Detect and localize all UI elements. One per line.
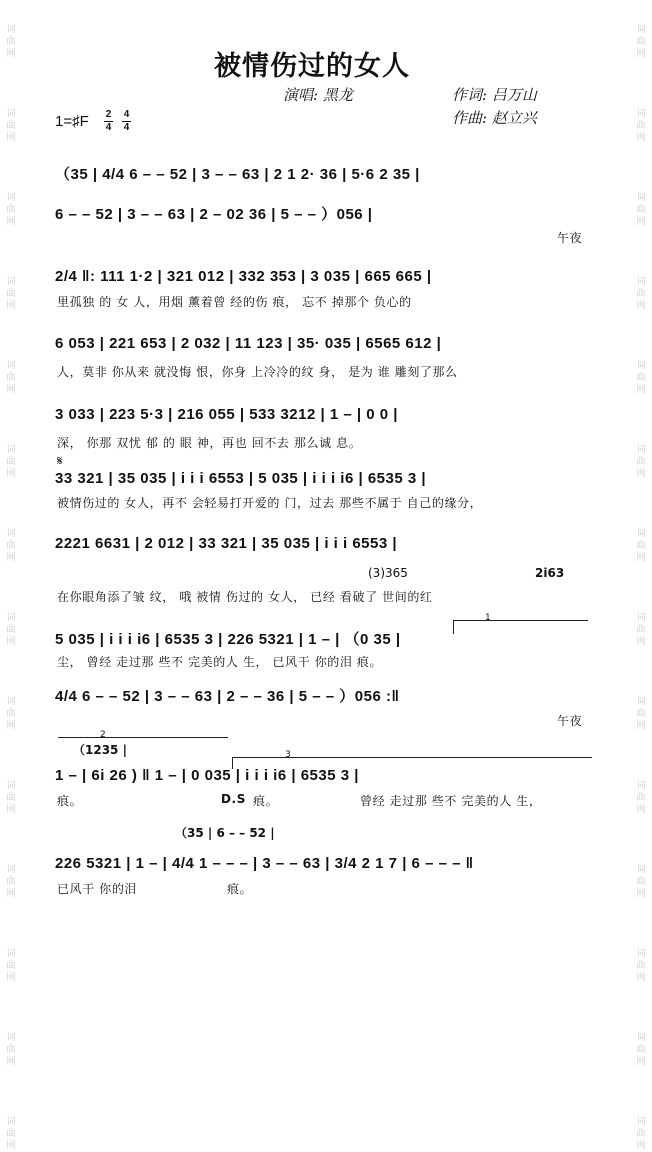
watermark-text: 词 曲 网 bbox=[6, 529, 16, 563]
watermark-text: 词 曲 网 bbox=[6, 865, 16, 899]
watermark-text: 词 曲 网 bbox=[636, 1033, 646, 1067]
lyric-line-10-c: 曾经 走过那 些不 完美的人 生， bbox=[360, 794, 542, 808]
lyric-line-11-a: 已风干 你的泪 bbox=[57, 882, 138, 896]
watermark-text: 词 曲 网 bbox=[6, 193, 16, 227]
notation-line-10: 1 – | 6i 26 ) ‖ 1 – | 0 035 | i i i i6 | 6535 3 | bbox=[55, 767, 359, 784]
watermark-text: 词 曲 网 bbox=[636, 529, 646, 563]
ending-three-label: 3 bbox=[285, 750, 291, 760]
time-signature-b bbox=[122, 110, 131, 133]
singer-credit: 演唱: 黑龙 bbox=[283, 86, 353, 104]
watermark-text: 词 曲 网 bbox=[636, 949, 646, 983]
upper-intro-notes: （1235 | bbox=[73, 743, 127, 757]
watermark-text: 词 曲 网 bbox=[636, 445, 646, 479]
watermark-text: 词 曲 网 bbox=[6, 949, 16, 983]
watermark-text: 词 曲 网 bbox=[6, 277, 16, 311]
lyric-line-10-a: 痕。 bbox=[57, 794, 83, 808]
time-sig-b-bottom: 4 bbox=[123, 122, 130, 133]
time-signature-a bbox=[104, 110, 113, 133]
watermark-text: 词 曲 网 bbox=[636, 613, 646, 647]
third-ending-notes-b: 2i63 bbox=[535, 566, 565, 580]
watermark-text: 词 曲 网 bbox=[6, 613, 16, 647]
notation-line-11: 226 5321 | 1 – | 4/4 1 – – – | 3 – – 63 | 3/4 2 1 7 | 6 – – – ‖ bbox=[55, 855, 474, 872]
notation-line-2: 6 – – 52 | 3 – – 63 | 2 – 02 36 | 5 – – ）056 | bbox=[55, 206, 373, 223]
lyric-line-10-b: 痕。 bbox=[253, 794, 279, 808]
notation-line-4: 6 053 | 221 653 | 2 032 | 11 123 | 35· 035 | 6565 612 | bbox=[55, 335, 442, 352]
watermark-text: 词 曲 网 bbox=[636, 865, 646, 899]
song-title: 被情伤过的女人 bbox=[214, 51, 410, 82]
lyric-ds-marker: D.S bbox=[221, 792, 246, 806]
watermark-text: 词 曲 网 bbox=[6, 25, 16, 59]
notation-line-7: 2221 6631 | 2 012 | 33 321 | 35 035 | i i i 6553 | bbox=[55, 535, 398, 552]
watermark-text: 词 曲 网 bbox=[636, 697, 646, 731]
notation-line-9: 4/4 6 – – 52 | 3 – – 63 | 2 – – 36 | 5 – – ）056 :‖ bbox=[55, 688, 400, 705]
coda-intro-notes: （35 | 6 – – 52 | bbox=[175, 826, 275, 840]
ending-two-bracket bbox=[58, 737, 228, 738]
time-sig-a-top: 2 bbox=[105, 109, 112, 120]
watermark-text: 词 曲 网 bbox=[6, 361, 16, 395]
lyric-line-7: 在你眼角添了皱 纹， 哦 被情 伤过的 女人， 已经 看破了 世间的红 bbox=[57, 590, 433, 604]
composer-credit: 作曲: 赵立兴 bbox=[452, 109, 537, 127]
watermark-text: 词 曲 网 bbox=[636, 193, 646, 227]
ending-one-bracket-left bbox=[453, 620, 454, 634]
time-sig-a-bottom: 4 bbox=[105, 122, 112, 133]
lyric-wuye-2: 午夜 bbox=[557, 714, 583, 728]
watermark-text: 词 曲 网 bbox=[6, 1033, 16, 1067]
notation-line-6: 33 321 | 35 035 | i i i 6553 | 5 035 | i i i i6 | 6535 3 | bbox=[55, 470, 427, 487]
lyric-wuye-1: 午夜 bbox=[557, 231, 583, 245]
watermark-text: 词 曲 网 bbox=[6, 109, 16, 143]
ending-two-label: 2 bbox=[100, 730, 106, 740]
lyric-line-3: 里孤独 的 女 人，用烟 薰着曾 经的伤 痕， 忘不 掉那个 负心的 bbox=[57, 295, 412, 309]
notation-line-8: 5 035 | i i i i6 | 6535 3 | 226 5321 | 1 – | （0 35 | bbox=[55, 631, 401, 648]
notation-line-5: 3 033 | 223 5·3 | 216 055 | 533 3212 | 1 – | 0 0 | bbox=[55, 406, 398, 423]
ending-one-label: 1 bbox=[485, 613, 491, 623]
lyric-line-5: 深， 你那 双忧 郁 的 眼 神，再也 回不去 那么诚 息。 bbox=[57, 436, 362, 450]
notation-line-3: 2/4 ‖: 111 1·2 | 321 012 | 332 353 | 3 035 | 665 665 | bbox=[55, 268, 432, 285]
watermark-text: 词 曲 网 bbox=[636, 1117, 646, 1151]
key-signature: 1=♯F bbox=[55, 113, 89, 130]
watermark-text: 词 曲 网 bbox=[636, 277, 646, 311]
segno-sign: 𝄋 bbox=[57, 454, 63, 469]
lyric-line-4: 人，莫非 你从来 就没悔 恨，你身 上冷冷的纹 身， 是为 谁 雕刻了那么 bbox=[57, 365, 458, 379]
watermark-text: 词 曲 网 bbox=[6, 445, 16, 479]
lyric-line-11-b: 痕。 bbox=[227, 882, 253, 896]
lyric-line-8: 尘， 曾经 走过那 些不 完美的人 生， 已风干 你的泪 痕。 bbox=[57, 655, 383, 669]
watermark-text: 词 曲 网 bbox=[636, 109, 646, 143]
notation-line-1: （35 | 4/4 6 – – 52 | 3 – – 63 | 2 1 2· 36 | 5·6 2 35 | bbox=[55, 166, 420, 183]
watermark-text: 词 曲 网 bbox=[6, 697, 16, 731]
watermark-left bbox=[2, 0, 20, 1151]
watermark-text: 词 曲 网 bbox=[636, 25, 646, 59]
watermark-text: 词 曲 网 bbox=[636, 361, 646, 395]
watermark-right bbox=[632, 0, 650, 1151]
third-ending-notes: (3)365 bbox=[368, 566, 408, 580]
watermark-text: 词 曲 网 bbox=[636, 781, 646, 815]
time-sig-b-top: 4 bbox=[123, 109, 130, 120]
lyricist-credit: 作词: 吕万山 bbox=[452, 86, 537, 104]
lyric-line-6: 被情伤过的 女人，再不 会轻易打开爱的 门，过去 那些不属于 自己的缘分， bbox=[57, 496, 483, 510]
watermark-text: 词 曲 网 bbox=[6, 781, 16, 815]
watermark-text: 词 曲 网 bbox=[6, 1117, 16, 1151]
ending-one-bracket bbox=[453, 620, 588, 621]
